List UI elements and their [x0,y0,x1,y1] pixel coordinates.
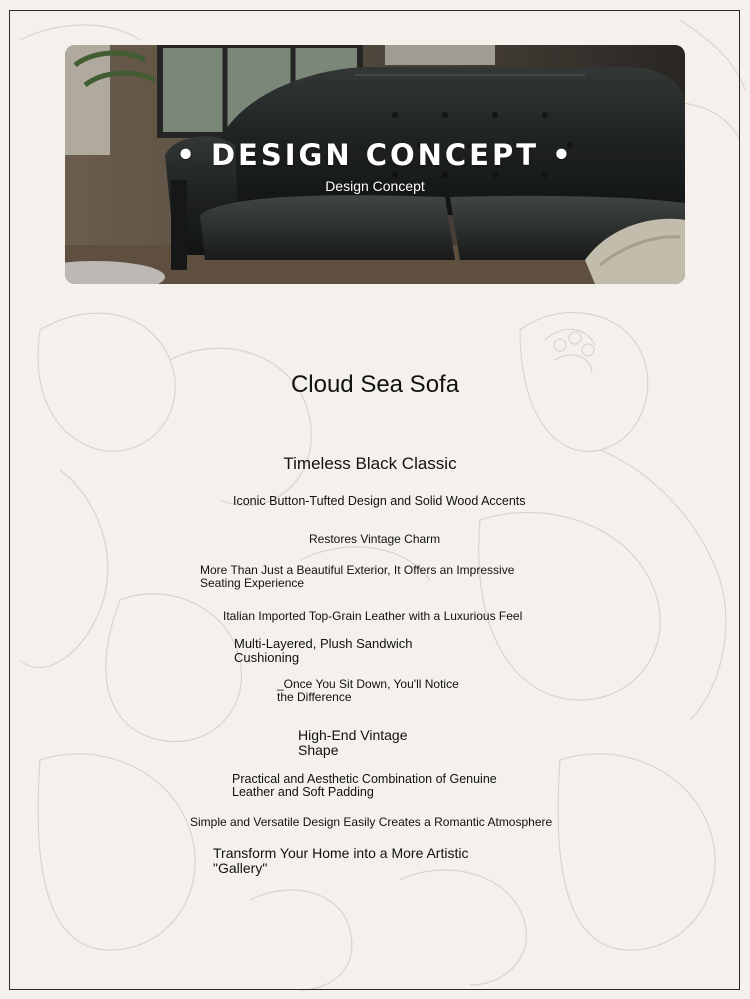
feature-text: _Once You Sit Down, You'll Notice the Difference [277,677,459,704]
feature-text: Practical and Aesthetic Combination of Genuine Leather and Soft Padding [232,772,497,800]
feature-text: Simple and Versatile Design Easily Creates a Romantic Atmosphere [190,815,553,829]
feature-text: More Than Just a Beautiful Exterior, It Offers an Impressive Seating Experience [200,563,515,590]
feature-text: Restores Vintage Charm [309,532,441,546]
hero-subtitle: Design Concept [325,178,425,194]
feature-text: Italian Imported Top-Grain Leather with a Luxurious Feel [223,609,523,623]
feature-text: High-End Vintage Shape [298,727,408,758]
product-name: Cloud Sea Sofa [290,371,460,398]
hero-banner [65,45,685,284]
feature-text: Iconic Button-Tufted Design and Solid Wood Accents [233,494,526,508]
feature-text: Multi-Layered, Plush Sandwich Cushioning [234,636,413,665]
feature-text: Transform Your Home into a More Artistic "Gallery" [213,845,469,876]
product-tagline: Timeless Black Classic [283,454,457,473]
hero-title: • DESIGN CONCEPT • [176,138,574,172]
